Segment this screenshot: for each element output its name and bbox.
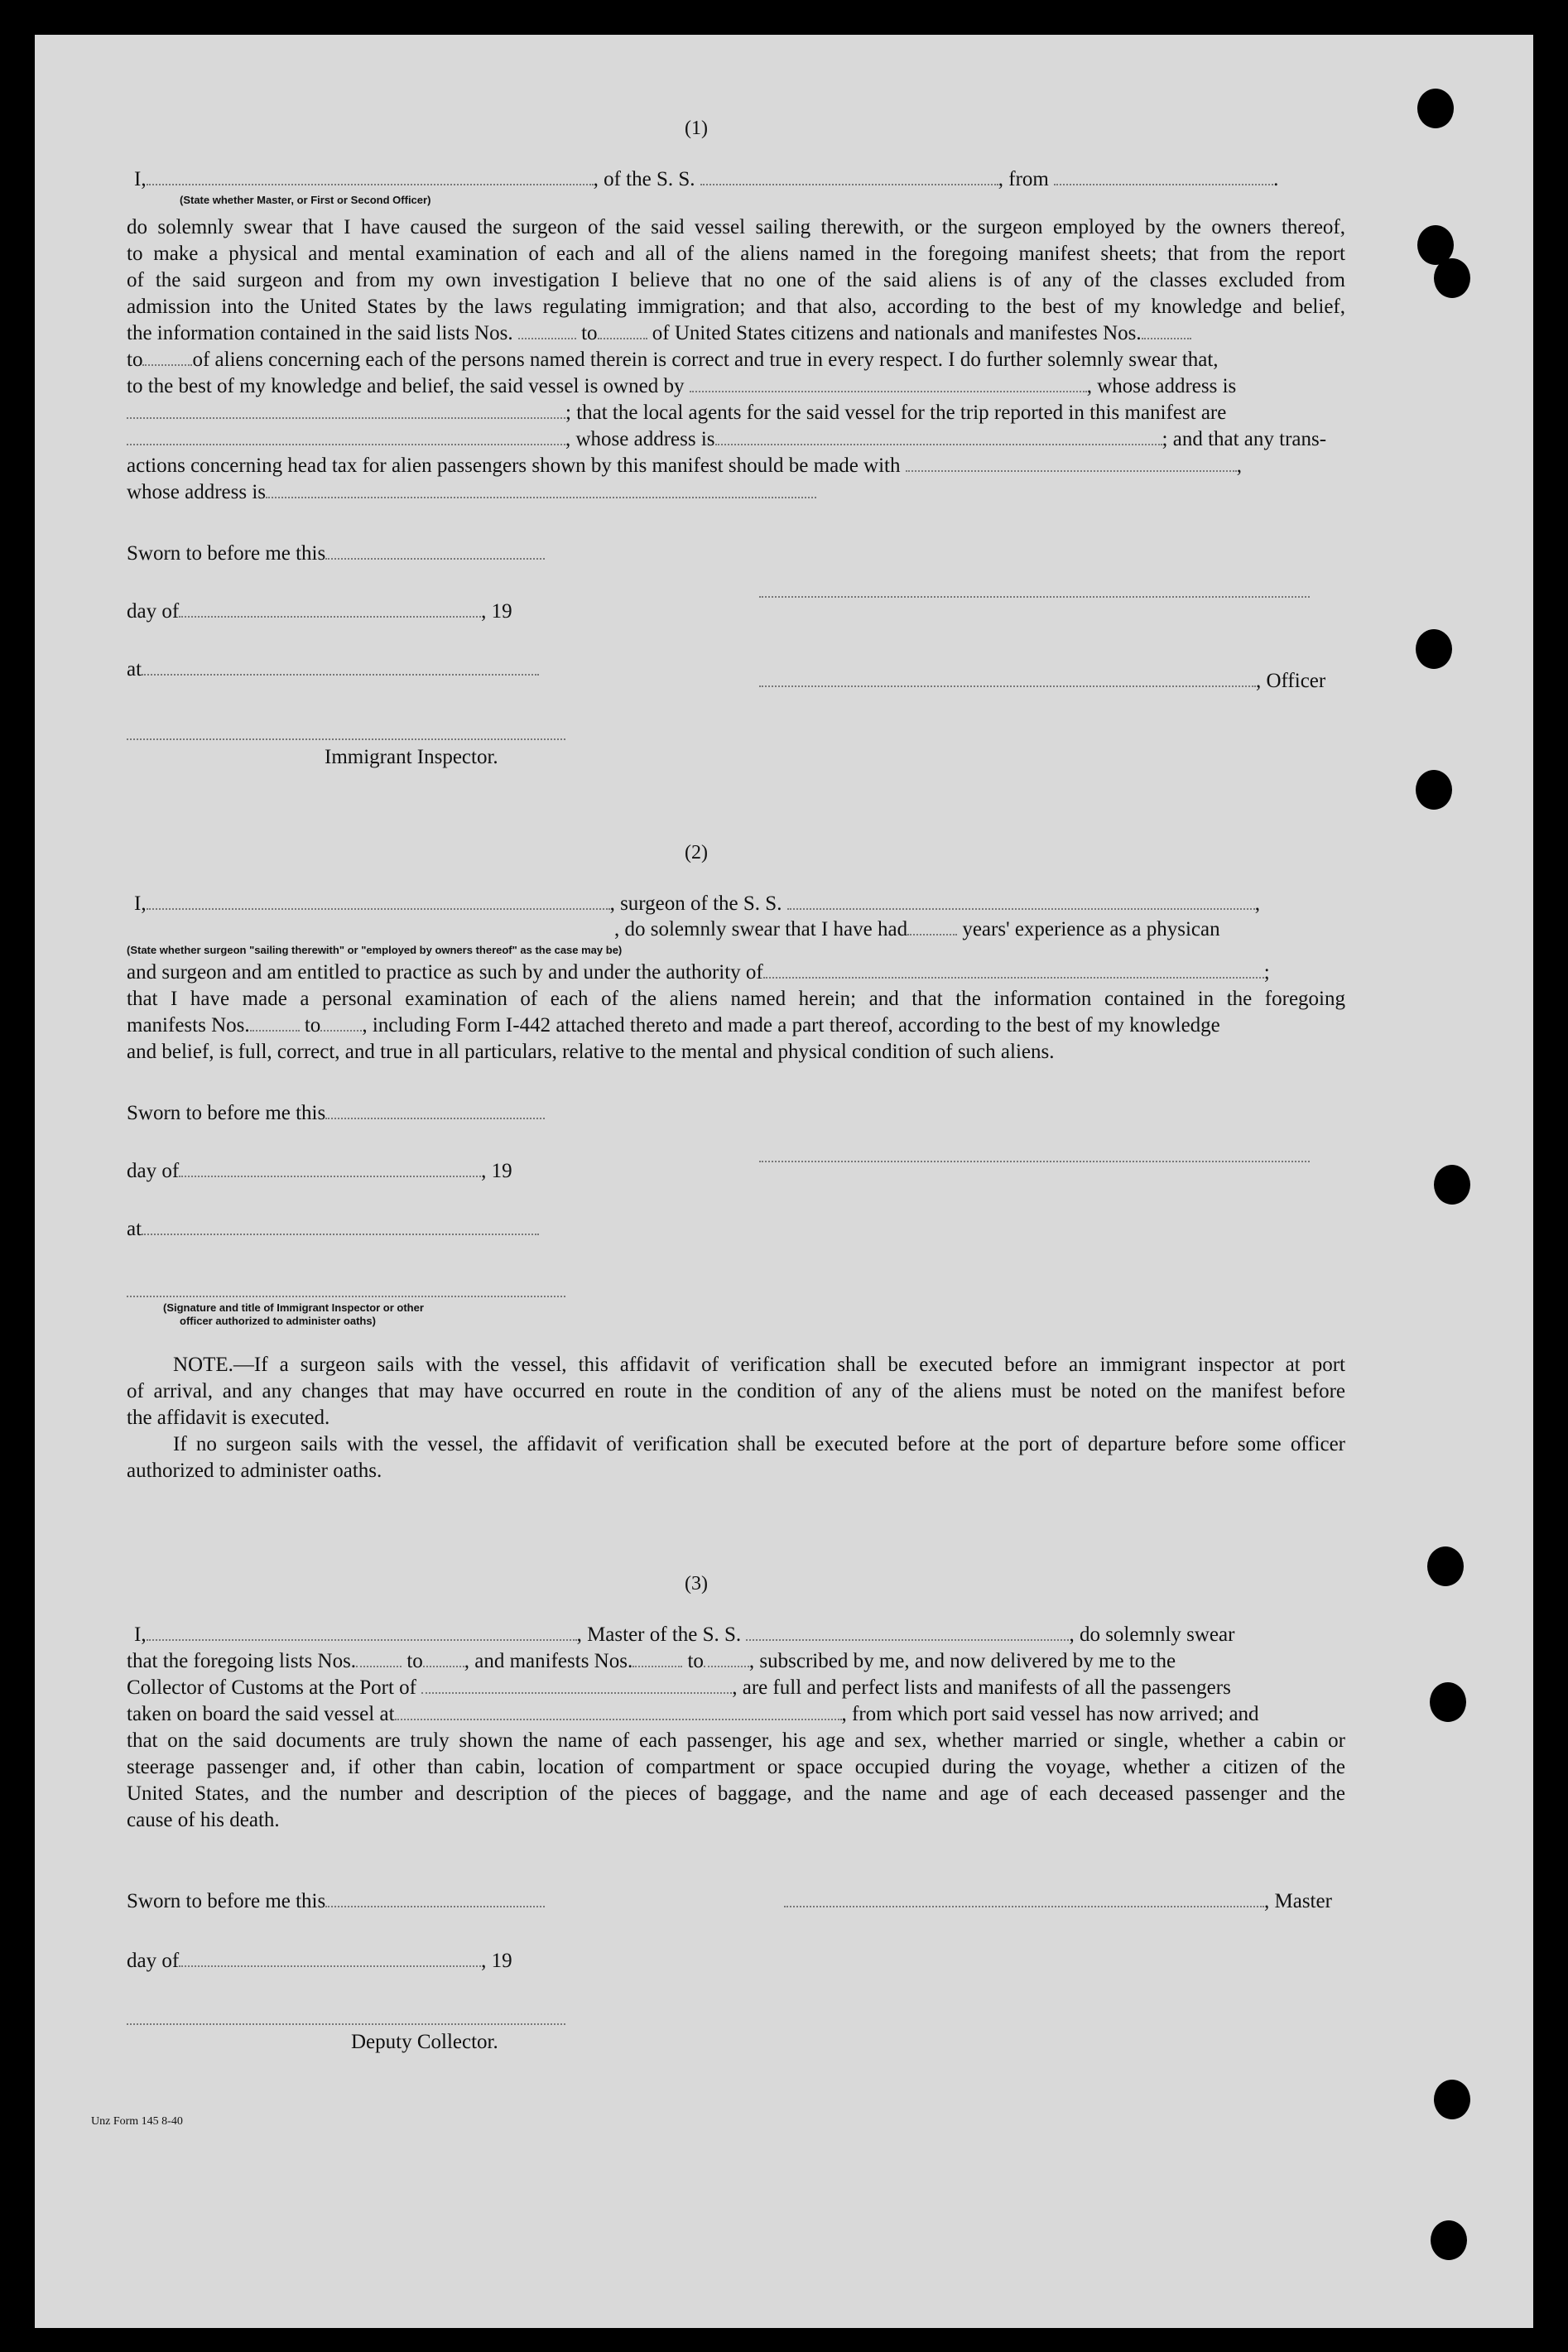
- punch-hole: [1427, 1546, 1464, 1586]
- owner-address-field[interactable]: [127, 402, 565, 419]
- sworn-line: [127, 1101, 545, 1126]
- sworn-line: [127, 1889, 545, 1914]
- lists-no-field[interactable]: [518, 323, 576, 339]
- text: , Master: [1264, 1890, 1332, 1912]
- sec3-text-line: United States, and the number and description of the pieces of baggage, and the name and age of each deceased passenger and the: [127, 1782, 1345, 1805]
- sec1-text-line: to make a physical and mental examination of each and all of the aliens named in the foregoing manifest sheets; that from the report: [127, 243, 1345, 265]
- agents-field[interactable]: [127, 429, 565, 445]
- master-signature-field[interactable]: [784, 1891, 1264, 1907]
- text: ;: [1263, 961, 1270, 984]
- text: , 19: [481, 1160, 512, 1182]
- text: day of: [127, 600, 180, 623]
- text: , do solemnly swear that I have had: [614, 918, 908, 940]
- text: , 19: [481, 1950, 512, 1972]
- text: day of: [127, 1160, 180, 1182]
- text: ; and that any trans-: [1162, 428, 1327, 450]
- master-line: [784, 1889, 1332, 1914]
- text: I,: [134, 892, 147, 915]
- sec1-line1: [134, 167, 1278, 192]
- sec1-line5: [127, 321, 1191, 346]
- section-number: (1): [685, 118, 708, 139]
- sig-note: officer authorized to administer oaths): [180, 1315, 376, 1327]
- text: Sworn to before me this: [127, 1102, 326, 1124]
- note-line: [127, 1353, 1345, 1378]
- text: ,: [1254, 892, 1260, 915]
- sec3-text-line: cause of his death.: [127, 1809, 280, 1831]
- text: , Officer: [1256, 670, 1326, 692]
- authority-field[interactable]: [763, 962, 1264, 979]
- text: at: [127, 1218, 142, 1240]
- inspector-signature-line[interactable]: [127, 1296, 565, 1297]
- text: and surgeon and am entitled to practice as such by and under the authority of: [127, 961, 763, 984]
- text: I,: [134, 1623, 147, 1646]
- at-place-field[interactable]: [142, 1219, 539, 1235]
- text: If no surgeon sails with the vessel, the affidavit of verification shall be executed before at the port of departure before some officer: [173, 1433, 1345, 1455]
- label-from: , from: [998, 168, 1049, 190]
- sec2-line3: [127, 960, 1270, 985]
- lists-no-to-field[interactable]: [598, 323, 647, 339]
- sec1-text-line: admission into the United States by the laws regulating immigration; and that also, according to the best of my knowledge and belief,: [127, 296, 1345, 318]
- surgeon-name-field[interactable]: [147, 893, 610, 910]
- vessel-name-field[interactable]: [700, 169, 998, 185]
- officer-name-field[interactable]: [147, 169, 594, 185]
- text: , whose address is: [1086, 375, 1237, 397]
- day-field[interactable]: [179, 601, 481, 618]
- head-tax-address-field[interactable]: [266, 482, 816, 498]
- text: , including Form I-442 attached thereto and made a part thereof, according to the best of my knowledge: [362, 1014, 1220, 1037]
- label-period: .: [1273, 168, 1279, 190]
- day-of-line: [127, 1949, 512, 1974]
- lists-no-to-field[interactable]: [423, 1651, 464, 1667]
- punch-hole: [1434, 258, 1470, 298]
- text: of United States citizens and nationals and manifestes Nos.: [652, 322, 1142, 344]
- text: Sworn to before me this: [127, 542, 326, 565]
- head-tax-field[interactable]: [906, 455, 1237, 472]
- surgeon-signature-line[interactable]: [759, 1161, 1310, 1162]
- sworn-date-field[interactable]: [325, 543, 545, 560]
- text: , surgeon of the S. S.: [609, 892, 782, 915]
- text: actions concerning head tax for alien passengers shown by this manifest should be made with: [127, 455, 901, 477]
- port-field[interactable]: [421, 1677, 732, 1694]
- sec2-text-line: and belief, is full, correct, and true in all particulars, relative to the mental and physical condition of such aliens.: [127, 1041, 1055, 1063]
- collector-signature-line[interactable]: [127, 2023, 565, 2025]
- text: ; that the local agents for the said vessel for the trip reported in this manifest are: [565, 402, 1227, 424]
- sec3-line3: [127, 1676, 1231, 1700]
- manifests-no-field[interactable]: [250, 1015, 300, 1032]
- sec1-text-line: of the said surgeon and from my own investigation I believe that no one of the said aliens is of any of the classes excluded from: [127, 269, 1345, 291]
- form-sheet: [35, 35, 1533, 2328]
- sec2-line1: [134, 892, 1260, 916]
- at-line: [127, 1217, 539, 1242]
- punch-hole: [1431, 2220, 1467, 2260]
- text: ,: [1236, 455, 1242, 477]
- sec1-line8: [127, 401, 1226, 426]
- sec1-line7: [127, 374, 1236, 399]
- sworn-date-field[interactable]: [325, 1103, 545, 1119]
- text: Collector of Customs at the Port of: [127, 1676, 416, 1699]
- vessel-name-field[interactable]: [746, 1624, 1069, 1641]
- at-line: [127, 657, 539, 682]
- owner-field[interactable]: [690, 376, 1087, 392]
- punch-hole: [1434, 1165, 1470, 1205]
- punch-hole: [1416, 629, 1452, 669]
- label-i: I,: [134, 168, 147, 190]
- punch-hole: [1417, 89, 1454, 128]
- officer-note: (State whether Master, or First or Second Officer): [180, 194, 431, 206]
- vessel-name-field[interactable]: [787, 893, 1255, 910]
- text: the information contained in the said lists Nos.: [127, 322, 513, 344]
- manifests-no-to-field[interactable]: [320, 1015, 362, 1032]
- note-line: the affidavit is executed.: [127, 1407, 330, 1429]
- text: NOTE.—If a surgeon sails with the vessel, this affidavit of verification shall be executed before an immigrant inspector at port: [173, 1354, 1345, 1376]
- day-of-line: [127, 599, 512, 624]
- text: to the best of my knowledge and belief, the said vessel is owned by: [127, 375, 685, 397]
- text: of aliens concerning each of the persons named therein is correct and true in every respect. I do further solemnly swear that,: [192, 349, 1219, 371]
- note-line: authorized to administer oaths.: [127, 1460, 382, 1482]
- inspector-signature-line[interactable]: [127, 738, 565, 740]
- lists-no-field[interactable]: [356, 1651, 402, 1667]
- note-line: of arrival, and any changes that may have occurred en route in the condition of any of the aliens must be noted on the manifest before: [127, 1380, 1345, 1402]
- text: , 19: [481, 600, 512, 623]
- sec3-line2: [127, 1649, 1176, 1674]
- sworn-date-field[interactable]: [325, 1891, 545, 1907]
- text: manifests Nos.: [127, 1014, 250, 1037]
- sec2-line5: [127, 1013, 1220, 1038]
- sec3-text-line: that on the said documents are truly shown the name of each passenger, his age and sex, whether married or single, whether a cabin or: [127, 1729, 1345, 1752]
- text: , do solemnly swear: [1069, 1623, 1235, 1646]
- text: , Master of the S. S.: [576, 1623, 742, 1646]
- sig-note: (Signature and title of Immigrant Inspector or other: [163, 1301, 424, 1314]
- text: to: [304, 1014, 321, 1037]
- text: years' experience as a physican: [962, 918, 1220, 940]
- text: , whose address is: [565, 428, 715, 450]
- sec3-line1: [134, 1623, 1234, 1647]
- master-name-field[interactable]: [147, 1624, 577, 1641]
- punch-hole: [1430, 1682, 1466, 1722]
- text: to: [687, 1650, 704, 1672]
- sec1-text-line: do solemnly swear that I have caused the surgeon of the said vessel sailing therewith, or the surgeon employed by the owners thereof,: [127, 216, 1345, 238]
- boarding-port-field[interactable]: [395, 1704, 842, 1720]
- inspector-label: Immigrant Inspector.: [325, 746, 498, 768]
- sec2-text-line: that I have made a personal examination of each of the aliens named herein; and that the information contained in the foregoing: [127, 988, 1345, 1010]
- sec1-line10: [127, 454, 1242, 479]
- manifests-no-field[interactable]: [1142, 323, 1191, 339]
- text: , subscribed by me, and now delivered by me to the: [748, 1650, 1176, 1672]
- text: , and manifests Nos.: [464, 1650, 633, 1672]
- sworn-line: [127, 541, 545, 566]
- section-number: (2): [685, 842, 708, 863]
- signature-line[interactable]: [759, 596, 1310, 598]
- deputy-label: Deputy Collector.: [351, 2031, 498, 2053]
- punch-hole: [1434, 2080, 1470, 2119]
- label-of-ss: , of the S. S.: [593, 168, 695, 190]
- punch-hole: [1416, 770, 1452, 810]
- text: at: [127, 658, 142, 681]
- form-number: Unz Form 145 8-40: [91, 2115, 183, 2128]
- text: whose address is: [127, 481, 267, 503]
- sec3-text-line: steerage passenger and, if other than cabin, location of compartment or space occupied during the voyage, whether a citizen of the: [127, 1756, 1345, 1778]
- agents-address-field[interactable]: [715, 429, 1162, 445]
- officer-signature-field[interactable]: [759, 671, 1256, 687]
- sec2-line2: [614, 917, 1220, 942]
- day-of-line: [127, 1159, 512, 1184]
- text: day of: [127, 1950, 180, 1972]
- years-field[interactable]: [907, 919, 957, 936]
- officer-line: [759, 669, 1325, 694]
- text: , from which port said vessel has now arrived; and: [841, 1703, 1259, 1725]
- text: that the foregoing lists Nos.: [127, 1650, 357, 1672]
- text: to: [581, 322, 598, 344]
- manifests-no-to-field[interactable]: [704, 1651, 749, 1667]
- from-port-field[interactable]: [1054, 169, 1273, 185]
- text: taken on board the said vessel at: [127, 1703, 395, 1725]
- note-line: [127, 1432, 1345, 1457]
- day-field[interactable]: [179, 1161, 481, 1177]
- manifests-no-to-field[interactable]: [142, 349, 192, 366]
- manifests-no-field[interactable]: [632, 1651, 682, 1667]
- text: Sworn to before me this: [127, 1890, 326, 1912]
- sec1-line6: [127, 348, 1219, 373]
- sec1-line9: [127, 427, 1326, 452]
- surgeon-note: (State whether surgeon "sailing therewith" or "employed by owners thereof" as the case may be): [127, 944, 623, 956]
- text: to: [406, 1650, 423, 1672]
- sec3-line4: [127, 1702, 1259, 1727]
- sec1-line11: [127, 480, 816, 505]
- text: , are full and perfect lists and manifests of all the passengers: [732, 1676, 1231, 1699]
- section-number: (3): [685, 1573, 708, 1594]
- at-place-field[interactable]: [142, 659, 539, 676]
- day-field[interactable]: [179, 1950, 481, 1967]
- text: to: [127, 349, 143, 371]
